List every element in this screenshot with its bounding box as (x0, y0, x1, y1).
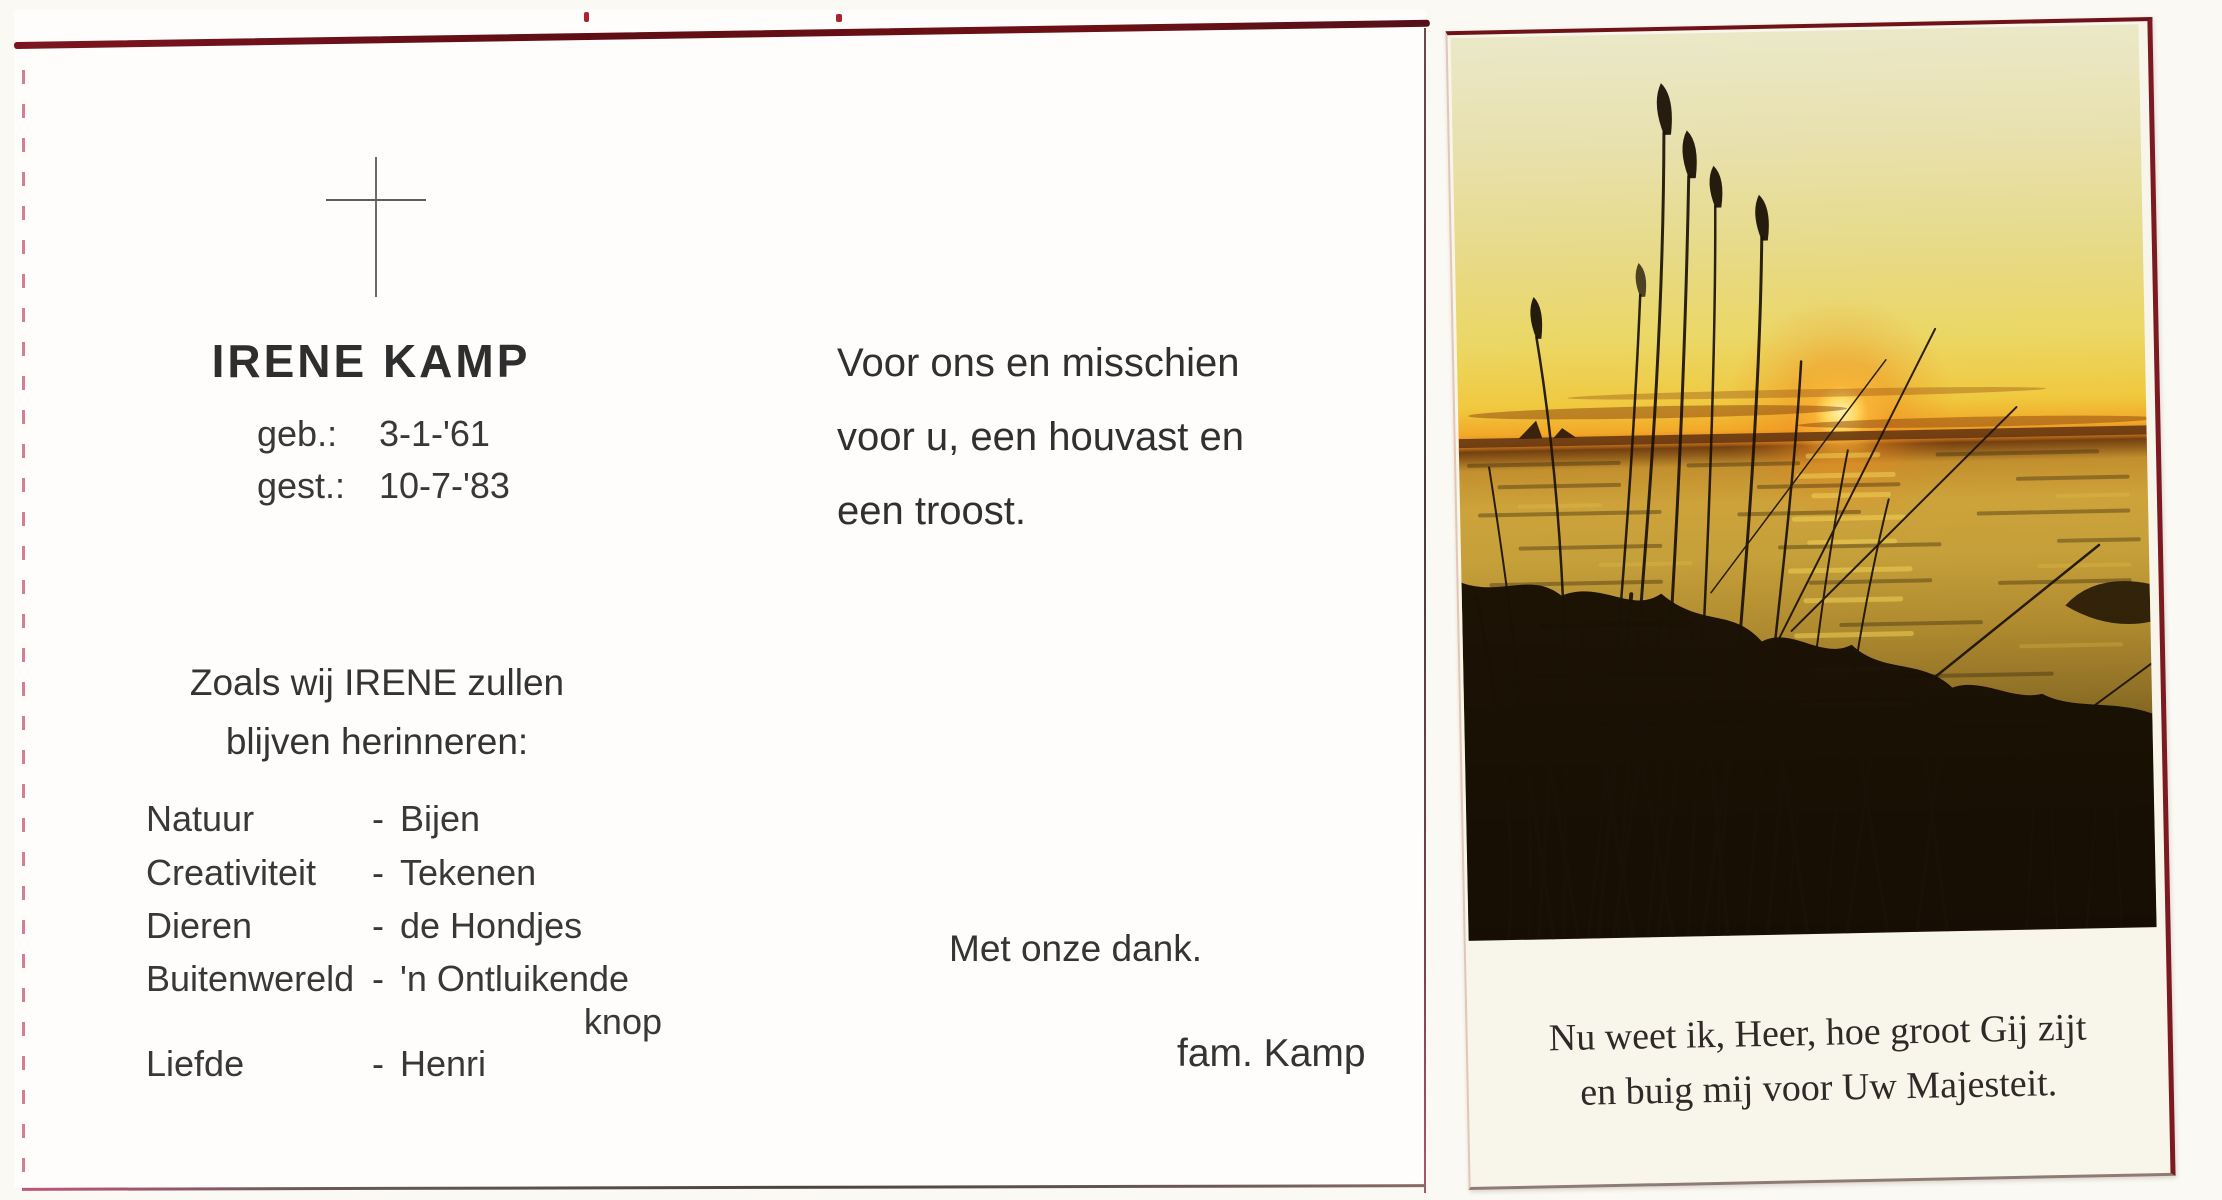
photo-silhouettes (1451, 24, 2157, 941)
memory-value: de Hondjes (400, 905, 583, 946)
memory-label: Liefde (146, 1043, 245, 1084)
card-bottom-edge (22, 1184, 1426, 1191)
condolence-message (837, 326, 1337, 548)
memory-dash: - (372, 905, 384, 946)
left-page (14, 10, 1426, 1188)
memory-dash: - (372, 852, 384, 893)
death-date: 10-7-'83 (379, 465, 510, 506)
page-fold-edge (1424, 28, 1426, 1193)
memory-item (146, 852, 536, 894)
memory-item (146, 1043, 486, 1085)
scan-artifact (584, 12, 589, 22)
memory-value: 'n Ontluikende (400, 958, 630, 999)
condolence-line1: Voor ons en misschien (837, 341, 1240, 385)
right-page (1445, 17, 2175, 1190)
memory-item (146, 798, 480, 840)
caption-line1: Nu weet ik, Heer, hoe groot Gij zijt (1548, 1006, 2087, 1060)
sunset-photo (1451, 24, 2157, 941)
family-signature: fam. Kamp (1177, 1032, 1366, 1075)
memory-dash: - (372, 1043, 384, 1084)
caption-line2: en buig mij voor Uw Majesteit. (1579, 1062, 2058, 1114)
photo-caption (1467, 999, 2169, 1123)
memory-label: Creativiteit (146, 852, 317, 893)
life-dates (257, 413, 510, 517)
death-date-row (257, 465, 510, 517)
memory-label: Buitenwereld (146, 958, 355, 999)
memory-item (146, 905, 582, 947)
memory-dash: - (372, 958, 384, 999)
condolence-line2: voor u, een houvast en (837, 415, 1244, 459)
birth-date: 3-1-'61 (379, 413, 490, 454)
thanks-note: Met onze dank. (949, 928, 1202, 969)
memory-dash: - (372, 798, 384, 839)
memory-label: Natuur (146, 798, 255, 839)
scan-artifact (836, 14, 842, 22)
memory-value-continued: knop (583, 1001, 662, 1042)
deceased-name: IRENE KAMP (211, 335, 531, 387)
memory-value: Henri (400, 1043, 487, 1084)
remembrance-heading-line1: Zoals wij IRENE zullen (189, 662, 565, 703)
birth-date-row (257, 413, 510, 465)
memory-value: Bijen (400, 798, 481, 839)
birth-label: geb.: (257, 413, 338, 454)
death-label: gest.: (257, 465, 346, 506)
red-cover-edge (14, 20, 1430, 49)
memory-item (146, 958, 629, 1000)
scan-artifact-left-edge (22, 70, 25, 1190)
memory-label: Dieren (146, 905, 253, 946)
condolence-line3: een troost. (837, 489, 1027, 533)
remembrance-heading (127, 653, 627, 771)
remembrance-heading-line2: blijven herinneren: (225, 721, 529, 762)
memory-value: Tekenen (400, 852, 537, 893)
